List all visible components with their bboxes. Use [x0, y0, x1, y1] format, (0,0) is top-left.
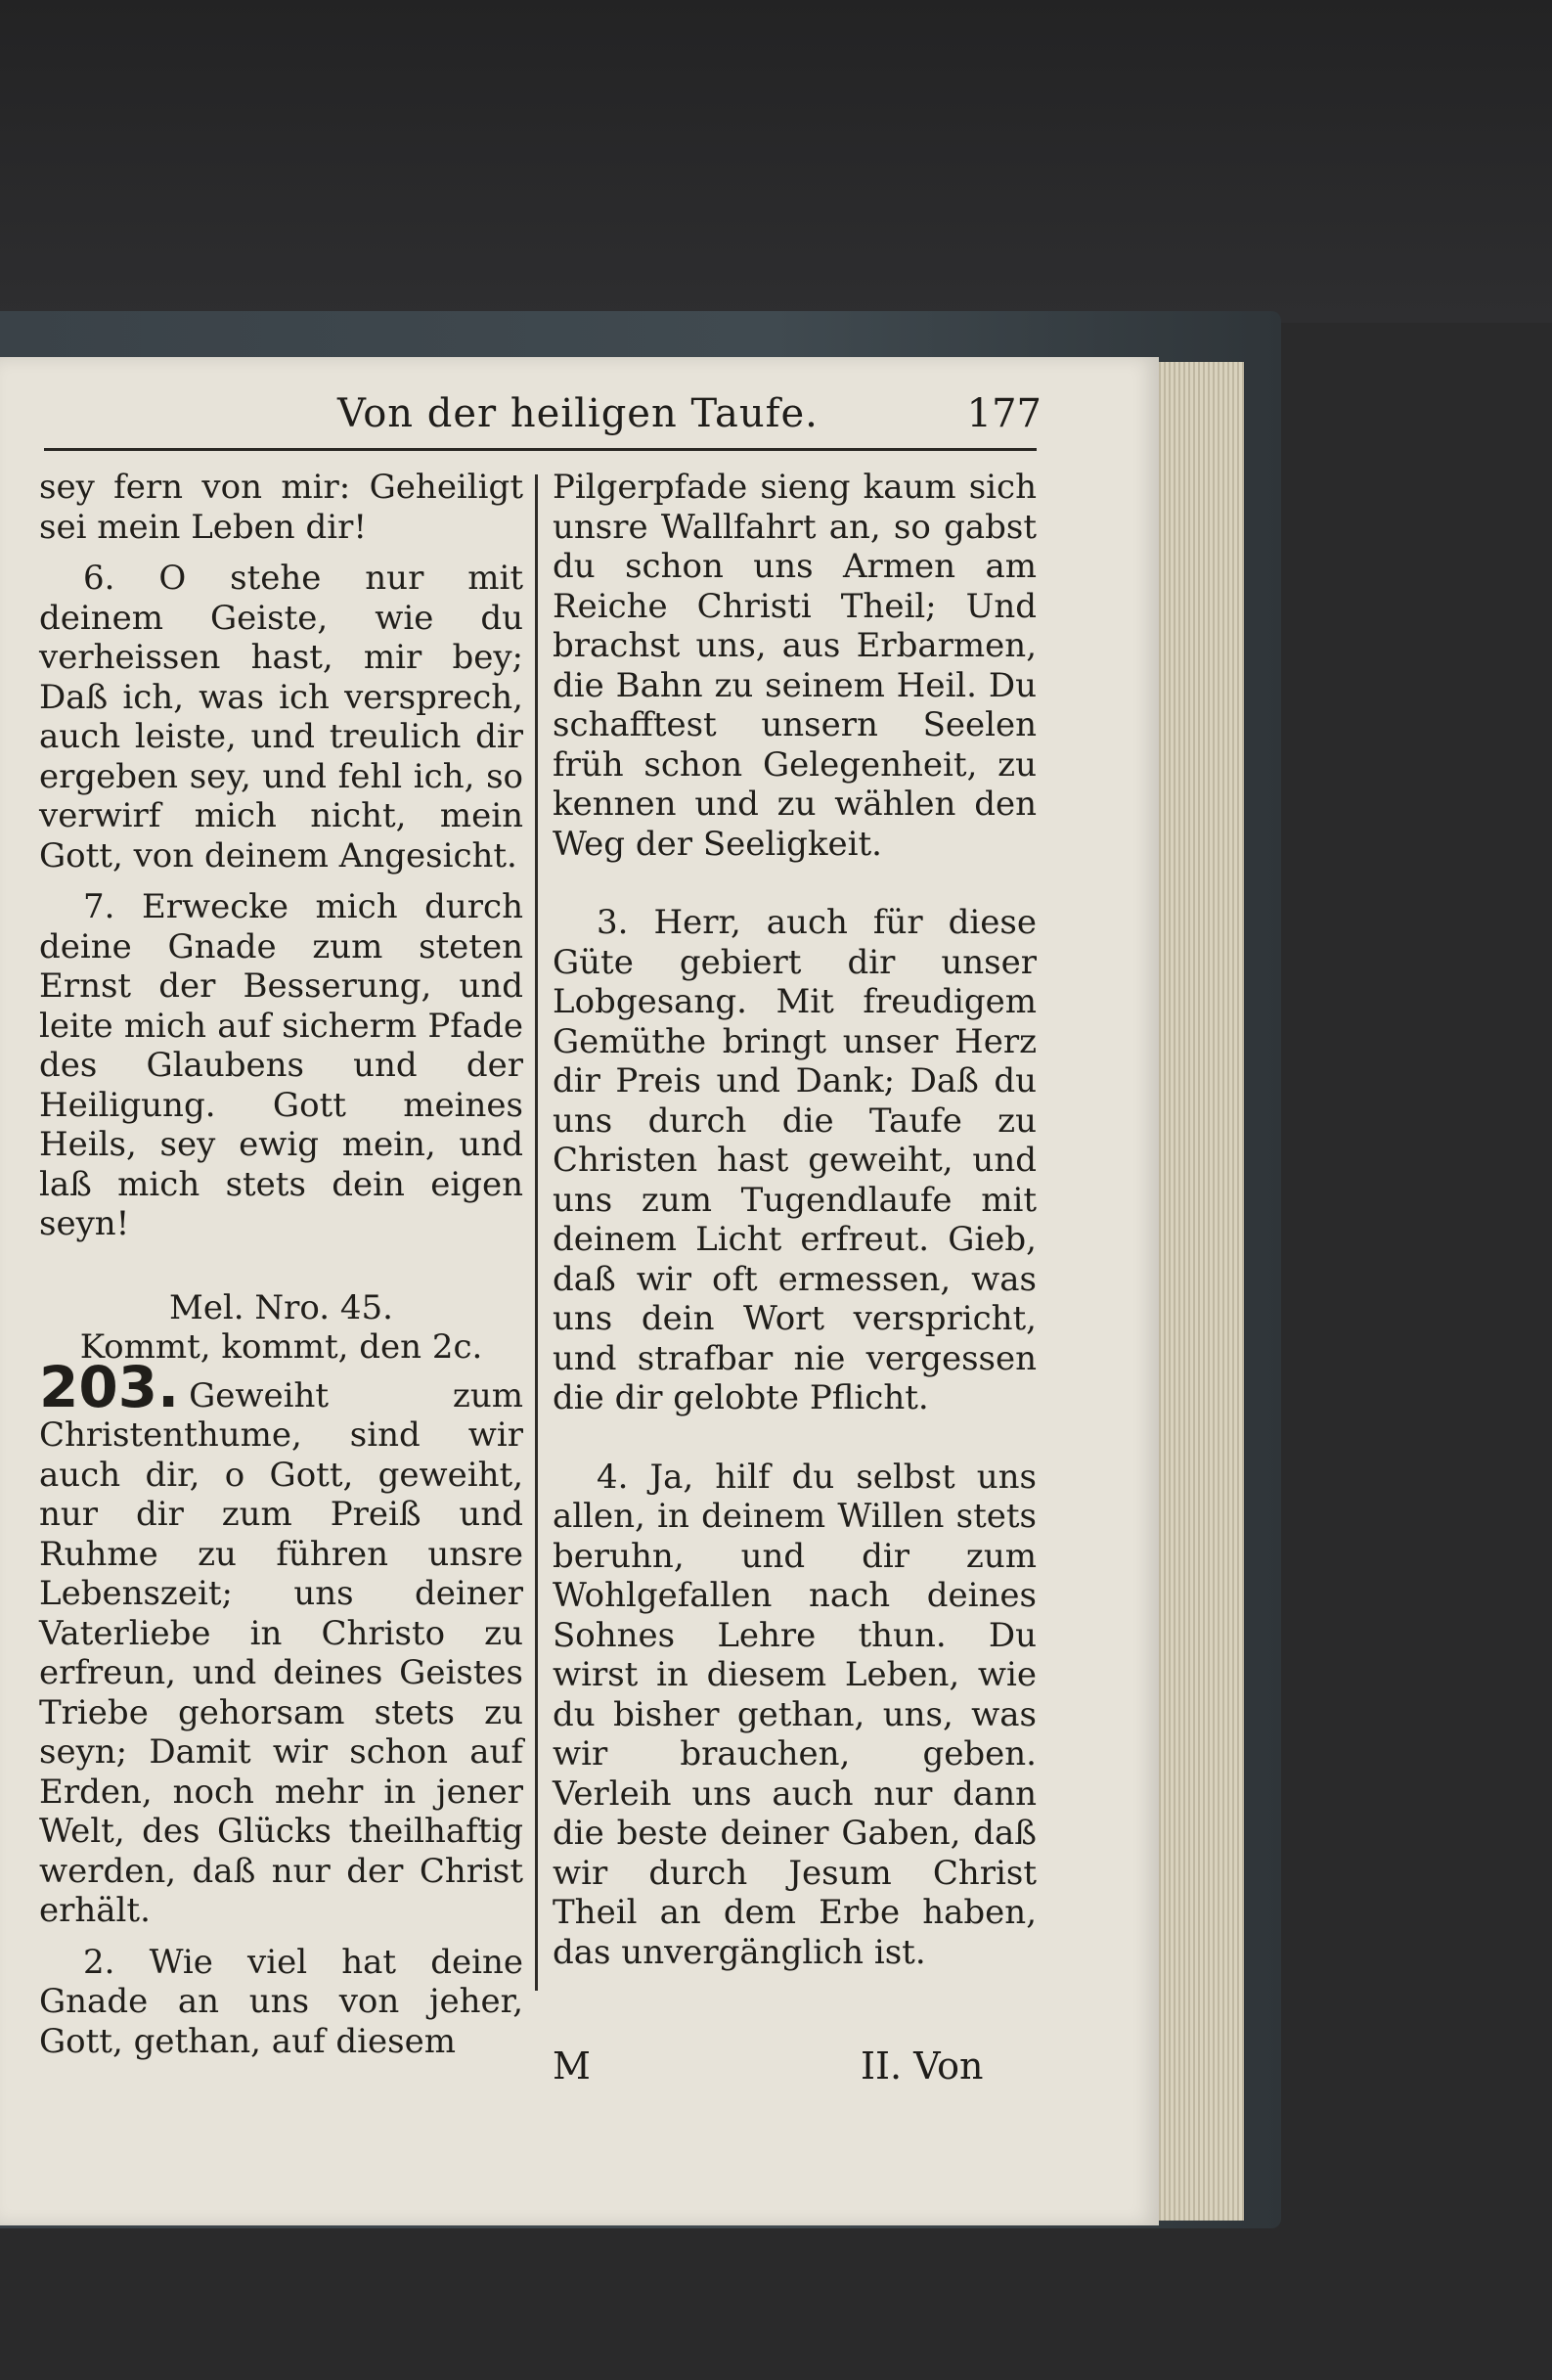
header-rule	[44, 448, 1037, 451]
page-header	[44, 391, 1042, 445]
signature-mark: M	[553, 2044, 591, 2088]
hymn-stanza-1	[39, 1353, 523, 1931]
page-number: 177	[966, 391, 1042, 436]
column-divider	[535, 474, 538, 1991]
left-column	[39, 468, 523, 2061]
running-title: Von der heiligen Taufe.	[337, 391, 819, 436]
stanza-7: 7. Erwecke mich durch deine Gnade zum steten Ernst der Besserung, und leite mich auf sicherm Pfade des Glaubens und der Heiligung. Gott meines Heils, sey ewig mein, und laß mich stets dein eigen seyn!	[39, 887, 523, 1243]
melody-incipit: Kommt, kommt, den 2c.	[79, 1327, 483, 1367]
stanza-6: 6. O stehe nur mit deinem Geiste, wie du verheissen hast, mir bey; Daß ich, was ich versprech, auch leiste, und treulich dir ergeben sey, und fehl ich, so verwirf mich nicht, mein Gott, von deinem Angesicht.	[39, 559, 523, 876]
background	[0, 0, 1552, 323]
catchword: II. Von	[861, 2044, 984, 2088]
text-block: sey fern von mir: Geheiligt sei mein Leben dir!	[39, 468, 523, 547]
hymn-number: 203.	[39, 1353, 180, 1420]
hymn-text: Geweiht zum Christenthume, sind wir auch dir, o Gott, geweiht, nur dir zum Preiß und Ruhme zu führen unsre Lebenszeit; uns deiner Vaterliebe in Christo zu erfreun, und deines Geistes Triebe gehorsam stets zu seyn; Damit wir schon auf Erden, noch mehr in jener Welt, des Glücks theilhaftig werden, daß nur der Christ erhält.	[39, 1375, 523, 1930]
page-edges	[1149, 362, 1244, 2221]
hymn-stanza-2: 2. Wie viel hat deine Gnade an uns von jeher, Gott, gethan, auf diesem	[39, 1942, 523, 2061]
text-block: Pilgerpfade sieng kaum sich unsre Wallfahrt an, so gabst du schon uns Armen am Reiche Christi Theil; Und brachst uns, aus Erbarmen, die Bahn zu seinem Heil. Du schafftest unsern Seelen früh schon Gelegenheit, zu kennen und zu wählen den Weg der Seeligkeit.	[553, 468, 1037, 864]
right-column	[553, 468, 1037, 1972]
melody-line: Mel. Nro. 45.	[169, 1287, 393, 1327]
stanza-3: 3. Herr, auch für diese Güte gebiert dir unser Lobgesang. Mit freudigem Gemüthe bringt unser Herz dir Preis und Dank; Daß du uns durch die Taufe zu Christen hast geweiht, und uns zum Tugendlaufe mit deinem Licht erfreut. Gieb, daß wir oft ermessen, was uns dein Wort verspricht, und strafbar nie vergessen die dir gelobte Pflicht.	[553, 903, 1037, 1417]
stanza-4: 4. Ja, hilf du selbst uns allen, in deinem Willen stets beruhn, und dir zum Wohlgefallen nach deines Sohnes Lehre thun. Du wirst in diesem Leben, wie du bisher gethan, uns, was wir brauchen, geben. Verleih uns auch nur dann die beste deiner Gaben, daß wir durch Jesum Christ Theil an dem Erbe haben, das unvergänglich ist.	[553, 1457, 1037, 1972]
